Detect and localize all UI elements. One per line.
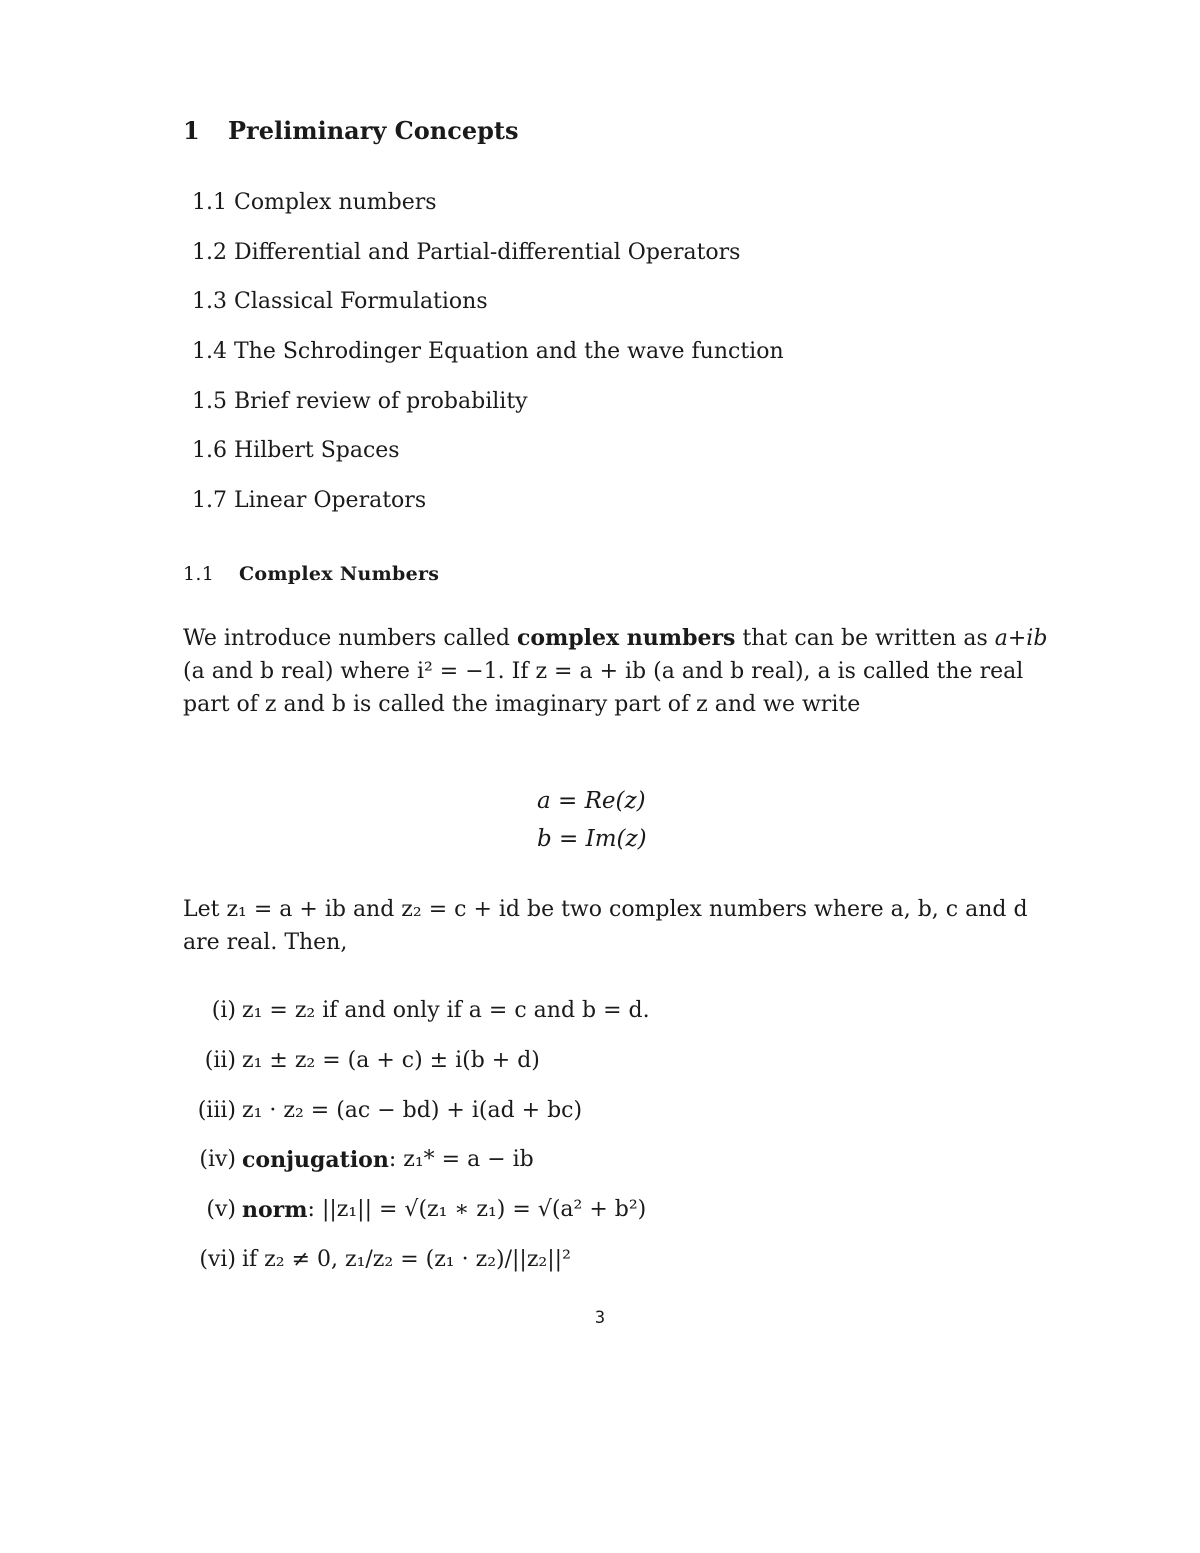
intro-text: that can be written as	[735, 626, 995, 651]
property-item	[183, 1192, 650, 1242]
section-number: 1	[183, 116, 200, 145]
section-heading	[183, 116, 518, 145]
section-outline	[192, 186, 784, 534]
let-line-2: are real. Then,	[183, 930, 348, 955]
property-text: : ||z₁|| = √(z₁ ∗ z₁) = √(a² + b²)	[307, 1197, 647, 1223]
outline-item: 1.7 Linear Operators	[192, 488, 427, 514]
property-item	[183, 1043, 650, 1093]
property-label: (iii)	[197, 1097, 236, 1123]
intro-term: complex numbers	[516, 625, 736, 651]
property-label: (iv)	[199, 1147, 236, 1173]
subsection-number: 1.1	[183, 563, 215, 585]
intro-line-2: (a and b real) where i² = −1. If z = a + ib (a and b real), a is called the real	[183, 659, 1024, 684]
outline-item: 1.4 The Schrodinger Equation and the wave function	[192, 339, 784, 365]
let-line-1: Let z₁ = a + ib and z₂ = c + id be two complex numbers where a, b, c and d	[183, 897, 1028, 922]
page-number: 3	[594, 1308, 606, 1328]
property-text: z₁ · z₂ = (ac − bd) + i(ad + bc)	[242, 1097, 583, 1123]
property-label: (ii)	[204, 1047, 236, 1073]
property-label: (v)	[206, 1197, 236, 1223]
section-title: Preliminary Concepts	[228, 116, 519, 145]
equation-imaginary-part: b = Im(z)	[537, 826, 647, 852]
outline-item: 1.5 Brief review of probability	[192, 388, 528, 414]
outline-item: 1.3 Classical Formulations	[192, 289, 488, 315]
property-text: z₁ ± z₂ = (a + c) ± i(b + d)	[242, 1047, 540, 1073]
property-item	[183, 1093, 650, 1143]
property-text: if z₂ ≠ 0, z₁/z₂ = (z₁ · z₂)/||z₂||²	[242, 1246, 571, 1272]
outline-item: 1.2 Differential and Partial-differential Operators	[192, 239, 741, 265]
property-list	[183, 993, 650, 1292]
property-item	[183, 993, 650, 1043]
property-text: z₁ = z₂ if and only if a = c and b = d.	[242, 998, 650, 1023]
intro-math: a+ib	[994, 626, 1048, 651]
property-term: norm	[242, 1197, 308, 1224]
property-item	[183, 1242, 650, 1292]
subsection-heading	[183, 563, 439, 585]
subsection-title: Complex Numbers	[239, 563, 440, 585]
intro-line-1	[183, 622, 1047, 655]
intro-line-3: part of z and b is called the imaginary part of z and we write	[183, 692, 861, 717]
outline-item: 1.1 Complex numbers	[192, 190, 437, 215]
intro-text: We introduce numbers called	[183, 626, 517, 651]
property-label: (vi)	[199, 1246, 236, 1272]
property-item	[183, 1142, 650, 1192]
property-term: conjugation	[242, 1147, 389, 1174]
equation-real-part: a = Re(z)	[537, 788, 646, 814]
property-text: : z₁* = a − ib	[388, 1147, 534, 1173]
outline-item: 1.6 Hilbert Spaces	[192, 438, 400, 464]
property-label: (i)	[211, 998, 236, 1023]
